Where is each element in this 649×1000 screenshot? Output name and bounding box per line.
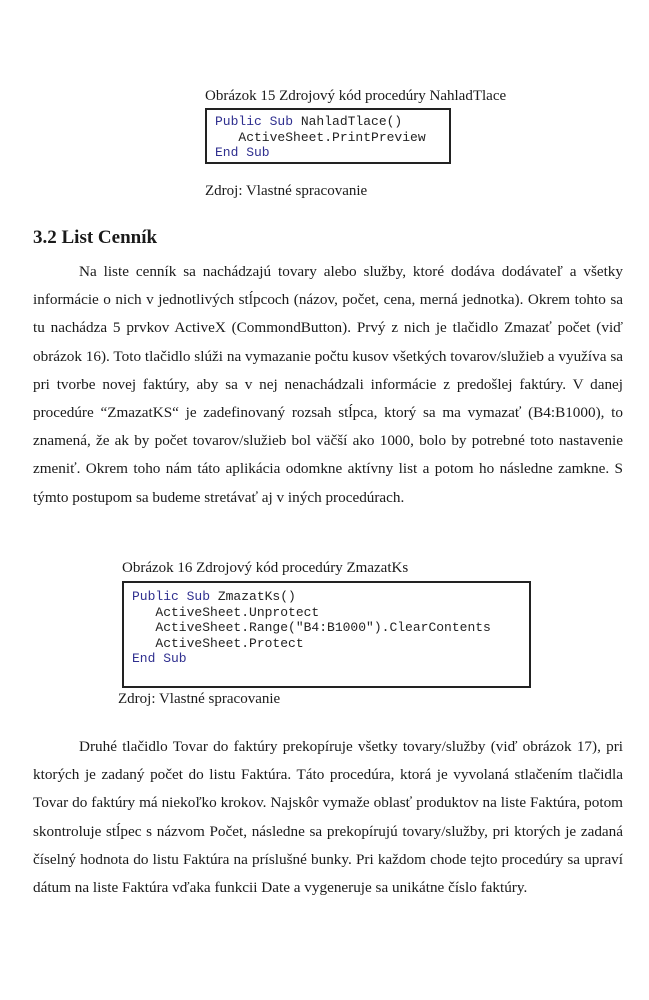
paragraph-1: Na liste cenník sa nachádzajú tovary alebo služby, ktoré dodáva dodávateľ a všetky informácie o nich v jednotlivých stĺpcoch (názov, počet, cena, merná jednotka). Okrem tohto sa tu nachádza 5 prvkov ActiveX (CommondButton). Prvý z nich je tlačidlo Zmazať počet (viď obrázok 16). Toto tlačidlo slúži na vymazanie počtu kusov všetkých tovarov/služieb a využíva sa pri tvorbe novej faktúry, aby sa v nej nenachádzali informácie z predošlej faktúry. V danej procedúre “ZmazatKS“ je zadefinovaný rozsah stĺpca, ktorý sa ma vymazať (B4:B1000), to znamená, že ak by počet tovarov/služieb bol väčší ako 1000, bolo by potrebné toto nastavenie zmeniť. Okrem toho nám táto aplikácia odomkne aktívny list a potom ho následne zamkne. S týmto postupom sa budeme stretávať aj v iných procedúrach. <box>33 263 623 506</box>
figure-16-code-box <box>122 581 531 688</box>
figure-15-source: Zdroj: Vlastné spracovanie <box>205 183 368 199</box>
code-line <box>132 651 521 667</box>
code-line <box>215 145 441 161</box>
code-text: ActiveSheet.Protect <box>132 635 304 651</box>
code-text: ActiveSheet.Unprotect <box>132 604 320 620</box>
code-keyword: Public Sub <box>132 589 211 604</box>
paragraph-2: Druhé tlačidlo Tovar do faktúry prekopíruje všetky tovary/služby (viď obrázok 17), pri ktorých je zadaný počet do listu Faktúra. Táto procedúra, ktorá je vyvolaná stlačením tlačidla Tovar do faktúry má niekoľko krokov. Najskôr vymaže oblasť produktov na liste Faktúra, potom skontroluje stĺpec s názvom Počet, následne sa prekopírujú tovary/služby, pri ktorých je zadaná číselný hodnota do listu Faktúra na príslušné bunky. Pri každom chode tejto procedúry sa upraví dátum na liste Faktúra vďaka funkcii Date a vygeneruje sa unikátne číslo faktúry. <box>33 738 623 897</box>
code-keyword: End Sub <box>132 651 187 666</box>
code-keyword: End Sub <box>215 145 270 160</box>
code-line <box>132 620 521 636</box>
code-keyword: Public Sub <box>215 114 294 129</box>
code-text: ZmazatKs() <box>210 589 296 604</box>
code-line <box>132 589 521 605</box>
code-line <box>132 605 521 621</box>
code-text: ActiveSheet.PrintPreview <box>215 129 426 145</box>
code-line <box>215 130 441 146</box>
code-line <box>132 636 521 652</box>
code-line <box>215 114 441 130</box>
figure-15-code-box <box>205 108 451 164</box>
code-text: ActiveSheet.Range("B4:B1000").ClearContents <box>132 620 491 635</box>
section-heading: 3.2 List Cenník <box>33 227 158 248</box>
figure-16-caption: Obrázok 16 Zdrojový kód procedúry ZmazatKs <box>122 560 409 576</box>
code-text: NahladTlace() <box>293 114 403 129</box>
figure-16-source: Zdroj: Vlastné spracovanie <box>118 691 281 707</box>
figure-15-caption: Obrázok 15 Zdrojový kód procedúry NahladTlace <box>205 88 507 104</box>
